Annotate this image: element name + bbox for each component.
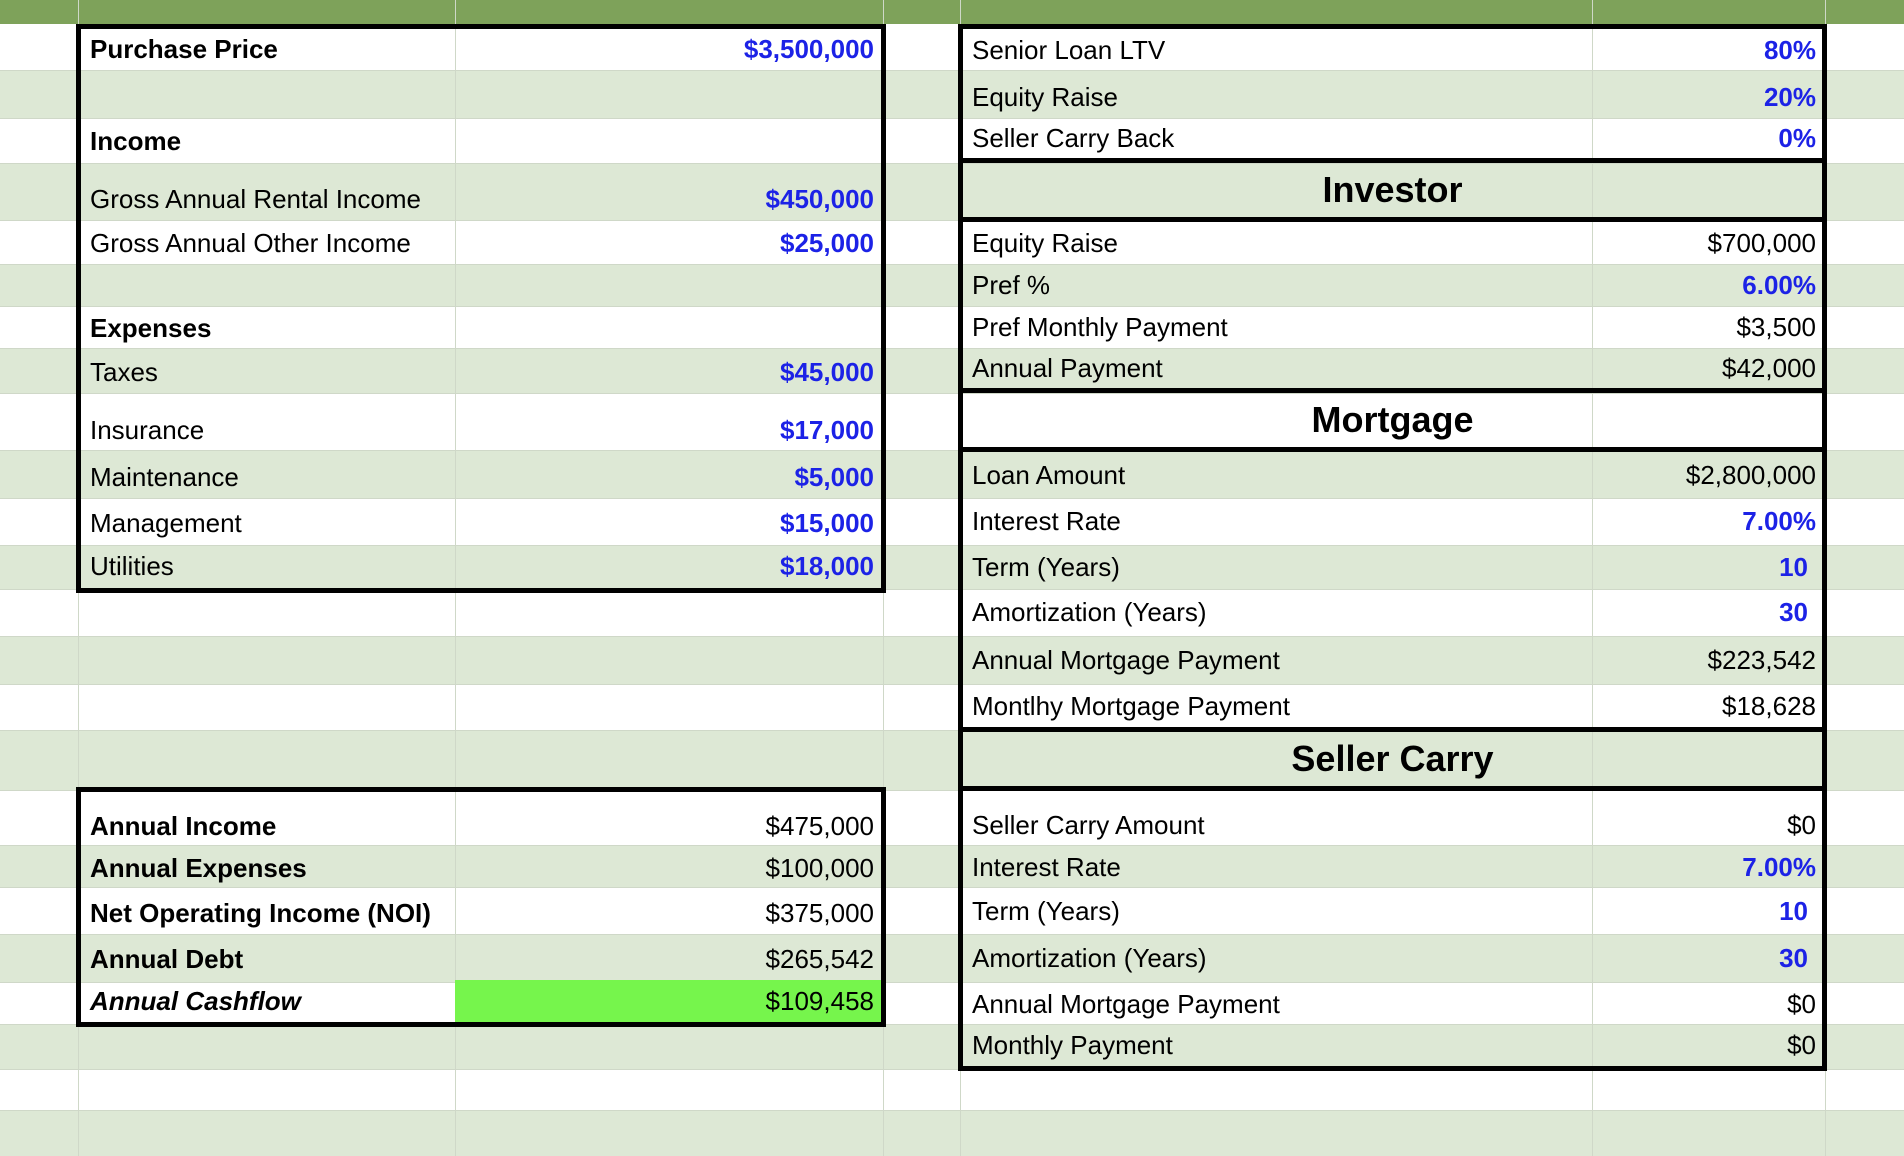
taxes-label: Taxes — [90, 356, 158, 387]
seller-carry-amortization-value[interactable]: 30 — [1779, 942, 1808, 973]
monthly-mortgage-payment-label: Montlhy Mortgage Payment — [972, 690, 1290, 721]
mortgage-heading: Mortgage — [1311, 399, 1474, 440]
income-heading: Income — [90, 125, 182, 156]
seller-carry-monthly-payment-value: $0 — [1787, 1029, 1816, 1060]
seller-carry-annual-payment-value: $0 — [1787, 988, 1816, 1019]
maintenance-label: Maintenance — [90, 461, 239, 492]
annual-debt-value: $265,542 — [765, 943, 874, 974]
annual-mortgage-payment-value: $223,542 — [1707, 644, 1816, 675]
seller-carry-heading: Seller Carry — [1291, 738, 1494, 779]
annual-debt-label: Annual Debt — [90, 943, 244, 974]
seller-carry-term-value[interactable]: 10 — [1779, 895, 1808, 926]
annual-expenses-label: Annual Expenses — [90, 852, 307, 883]
seller-carry-amount-label: Seller Carry Amount — [972, 809, 1205, 840]
monthly-mortgage-payment-value: $18,628 — [1722, 690, 1816, 721]
noi-label: Net Operating Income (NOI) — [90, 897, 431, 928]
seller-carry-annual-payment-label: Annual Mortgage Payment — [972, 988, 1280, 1019]
annual-income-value: $475,000 — [765, 810, 874, 841]
other-income-value[interactable]: $25,000 — [780, 227, 874, 258]
senior-loan-ltv-label: Senior Loan LTV — [972, 34, 1166, 65]
header-bar — [0, 0, 1904, 24]
mortgage-amortization-label: Amortization (Years) — [972, 597, 1207, 627]
annual-income-label: Annual Income — [90, 810, 277, 841]
insurance-label: Insurance — [90, 414, 205, 445]
other-income-label: Gross Annual Other Income — [90, 227, 411, 258]
investor-annual-payment-label: Annual Payment — [972, 352, 1163, 383]
loan-amount-value: $2,800,000 — [1685, 459, 1816, 490]
investor-equity-raise-value: $700,000 — [1707, 227, 1816, 258]
mortgage-interest-rate-value[interactable]: 7.00% — [1742, 506, 1816, 536]
pref-monthly-payment-value: $3,500 — [1736, 311, 1816, 342]
utilities-label: Utilities — [90, 550, 174, 581]
noi-value: $375,000 — [765, 897, 874, 928]
insurance-value[interactable]: $17,000 — [780, 414, 874, 445]
utilities-value[interactable]: $18,000 — [780, 550, 874, 581]
annual-cashflow-value: $109,458 — [765, 985, 874, 1016]
seller-carry-interest-rate-value[interactable]: 7.00% — [1742, 851, 1816, 882]
mortgage-interest-rate-label: Interest Rate — [972, 506, 1121, 536]
mortgage-amortization-value[interactable]: 30 — [1779, 597, 1808, 627]
annual-expenses-value: $100,000 — [765, 852, 874, 883]
pref-monthly-payment-label: Pref Monthly Payment — [972, 311, 1228, 342]
annual-mortgage-payment-label: Annual Mortgage Payment — [972, 644, 1280, 675]
mortgage-term-label: Term (Years) — [972, 551, 1120, 582]
taxes-value[interactable]: $45,000 — [780, 356, 874, 387]
rental-income-value[interactable]: $450,000 — [765, 183, 874, 214]
seller-carry-back-value[interactable]: 0% — [1778, 122, 1816, 153]
pref-pct-label: Pref % — [972, 269, 1051, 300]
loan-amount-label: Loan Amount — [972, 459, 1126, 490]
purchase-price-value[interactable]: $3,500,000 — [743, 33, 874, 64]
management-value[interactable]: $15,000 — [780, 507, 874, 538]
rental-income-label: Gross Annual Rental Income — [90, 183, 421, 214]
annual-cashflow-label: Annual Cashflow — [90, 985, 301, 1016]
seller-carry-term-label: Term (Years) — [972, 895, 1120, 926]
pref-pct-value[interactable]: 6.00% — [1742, 269, 1816, 300]
purchase-price-label: Purchase Price — [90, 33, 278, 64]
seller-carry-amortization-label: Amortization (Years) — [972, 942, 1207, 973]
seller-carry-monthly-payment-label: Monthly Payment — [972, 1029, 1173, 1060]
seller-carry-interest-rate-label: Interest Rate — [972, 851, 1121, 882]
equity-raise-pct-label: Equity Raise — [972, 81, 1118, 112]
management-label: Management — [90, 507, 242, 538]
seller-carry-back-label: Seller Carry Back — [972, 122, 1175, 153]
mortgage-term-value[interactable]: 10 — [1779, 551, 1808, 582]
maintenance-value[interactable]: $5,000 — [794, 461, 874, 492]
investor-annual-payment-value: $42,000 — [1722, 352, 1816, 383]
investor-equity-raise-label: Equity Raise — [972, 227, 1118, 258]
equity-raise-pct-value[interactable]: 20% — [1763, 81, 1816, 112]
investor-heading: Investor — [1322, 169, 1463, 210]
expenses-heading: Expenses — [90, 312, 212, 343]
senior-loan-ltv-value[interactable]: 80% — [1763, 34, 1816, 65]
seller-carry-amount-value: $0 — [1787, 809, 1816, 840]
